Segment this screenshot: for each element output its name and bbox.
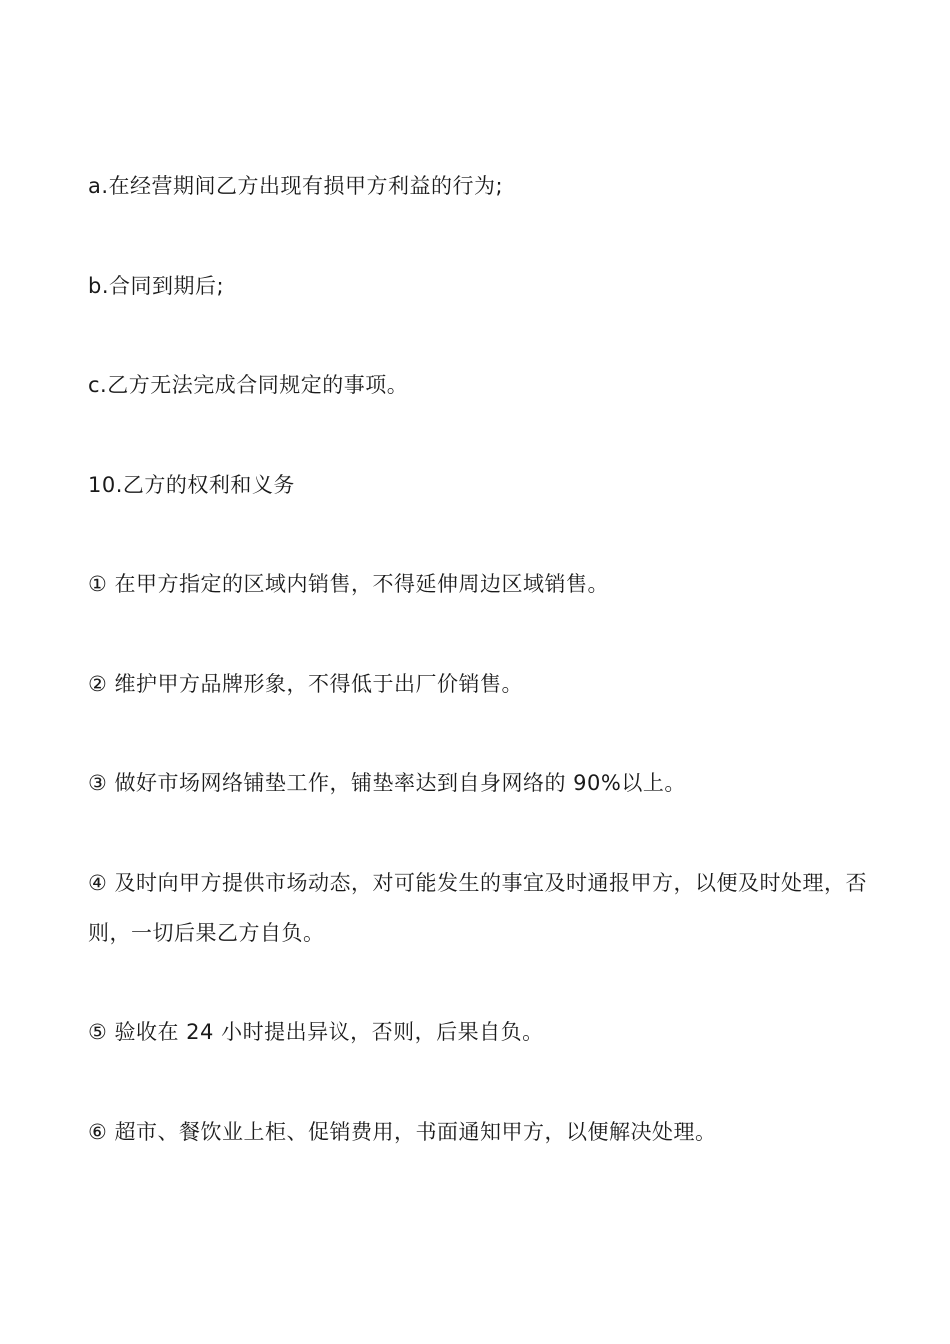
obligation-item-2: ② 维护甲方品牌形象，不得低于出厂价销售。 [88, 672, 523, 696]
clause-a-text: a.在经营期间乙方出现有损甲方利益的行为; [88, 174, 504, 198]
section-heading: 10.乙方的权利和义务 [88, 473, 295, 497]
obligation-item-1: ① 在甲方指定的区域内销售，不得延伸周边区域销售。 [88, 572, 609, 596]
obligation-item-5: ⑤ 验收在 24 小时提出异议，否则，后果自负。 [88, 1020, 544, 1044]
obligation-item-3: ③ 做好市场网络铺垫工作，铺垫率达到自身网络的 90%以上。 [88, 771, 686, 795]
clause-b-text: b.合同到期后; [88, 274, 225, 298]
clause-c-text: c.乙方无法完成合同规定的事项。 [88, 373, 409, 397]
obligation-item-4: ④ 及时向甲方提供市场动态，对可能发生的事宜及时通报甲方，以便及时处理，否则，一切后果乙方自负。 [88, 871, 867, 945]
obligation-item-6: ⑥ 超市、餐饮业上柜、促销费用，书面通知甲方，以便解决处理。 [88, 1120, 717, 1144]
